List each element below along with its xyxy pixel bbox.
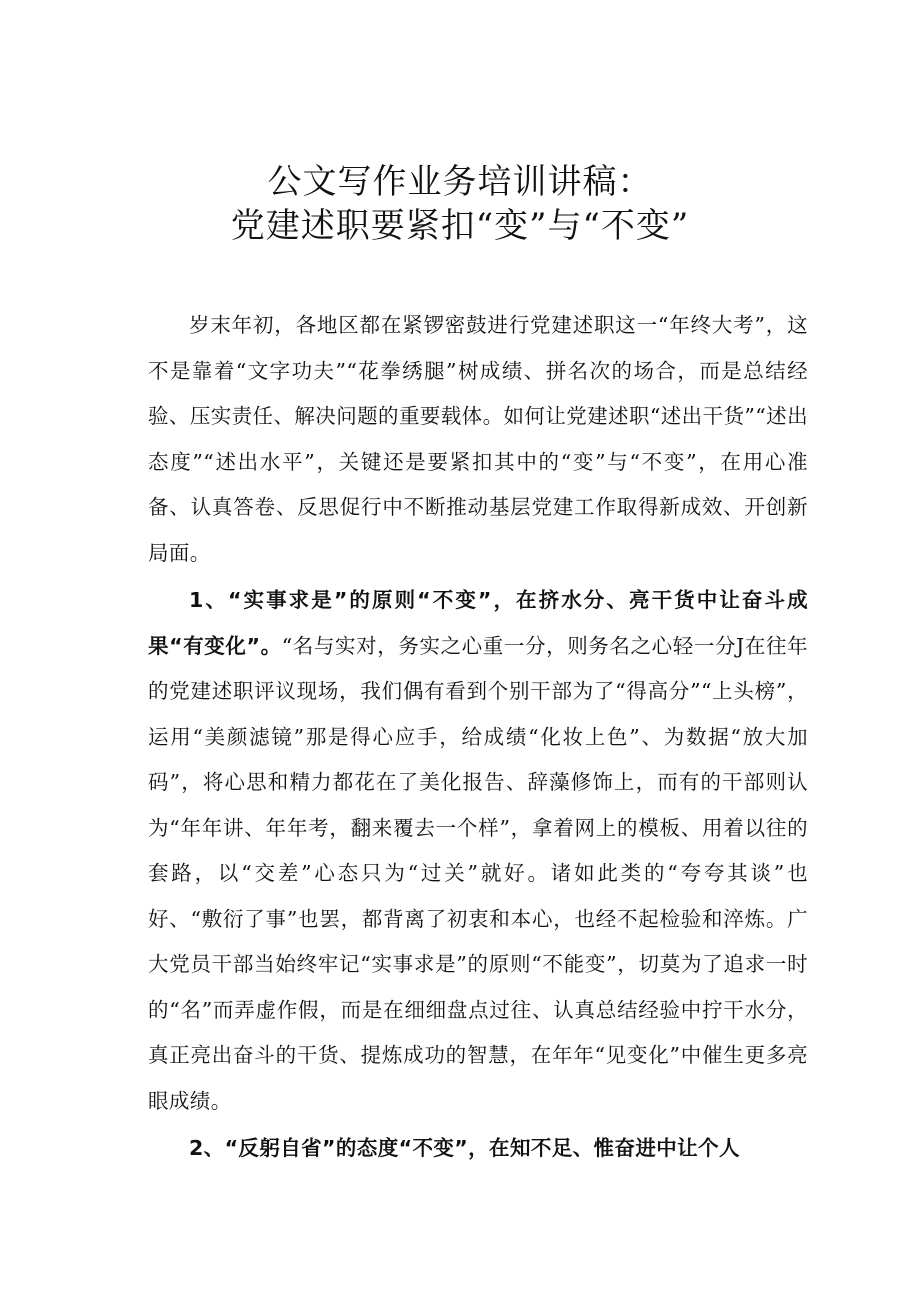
section-2-paragraph [148, 1126, 808, 1172]
section-1-paragraph [148, 578, 808, 1124]
section-2-heading: 2、“反躬自省”的态度“不变”，在知不足、惟奋进中让个人 [189, 1136, 740, 1160]
intro-paragraph: 岁末年初，各地区都在紧锣密鼓进行党建述职这一“年终大考”，这不是靠着“文字功夫”“花拳绣腿”树成绩、拼名次的场合，而是总结经验、压实责任、解决问题的重要载体。如何让党建述职“述出干货”“述出态度”“述出水平”，关键还是要紧扣其中的“变”与“不变”，在用心准备、认真答卷、反思促行中不断推动基层党建工作取得新成效、开创新局面。 [148, 313, 808, 565]
title-line-1: 公文写作业务培训讲稿： [267, 162, 653, 202]
section-1-heading: 1、“实事求是”的原则“不变”，在挤水分、亮干货中让奋斗成果“有变化”。 [148, 588, 808, 658]
document-title [0, 160, 920, 248]
section-1-body: “名与实对，务实之心重一分，则务名之心轻一分J在往年的党建述职评议现场，我们偶有看到个别干部为了“得高分”“上头榜”，运用“美颜滤镜”那是得心应手，给成绩“化妆上色”、为数据“放大加码”，将心思和精力都花在了美化报告、辞藻修饰上，而有的干部则认为“年年讲、年年考，翻来覆去一个样”，拿着网上的模板、用着以往的套路，以“交差”心态只为“过关”就好。诸如此类的“夸夸其谈”也好、“敷衍了事”也罢，都背离了初衷和本心，也经不起检验和淬炼。广大党员干部当始终牢记“实事求是”的原则“不能变”，切莫为了追求一时的“名”而弄虚作假，而是在细细盘点过往、认真总结经验中拧干水分，真正亮出奋斗的干货、提炼成功的智慧，在年年“见变化”中催生更多亮眼成绩。 [148, 633, 808, 1113]
title-line-2: 党建述职要紧扣“变”与“不变” [230, 206, 690, 246]
document-body [148, 303, 808, 1172]
